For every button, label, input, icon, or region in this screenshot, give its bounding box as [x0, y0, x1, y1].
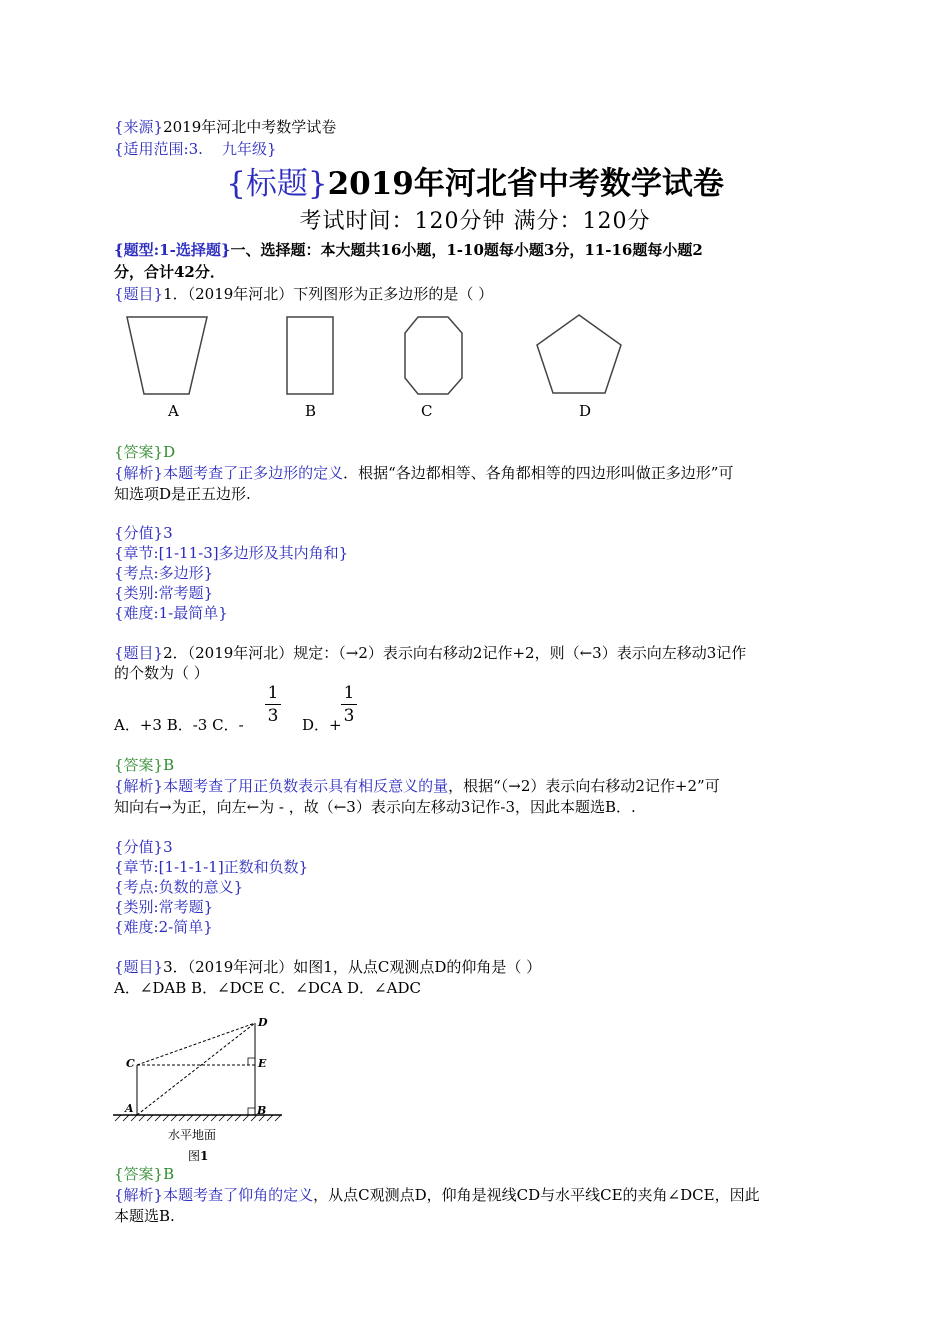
right-angle-b: [248, 1108, 255, 1115]
q2-analysis-line2: 知向右→为正，向左←为 - ，故（←3）表示向左移动3记作-3，因此本题选B．.: [114, 798, 636, 816]
figure-caption-prefix: 图: [188, 1149, 201, 1163]
page-title: [0, 164, 950, 204]
pentagon-shape: [537, 315, 621, 393]
q1-analysis-text: ．根据“各边都相等、各角都相等的四边形叫做正多边形”可: [343, 464, 734, 482]
trapezoid-shape: [127, 317, 207, 394]
q2-options: [114, 715, 244, 735]
q2-option-d: D．+: [302, 716, 342, 734]
q1-analysis-topic: 本题考查了正多边形的定义: [163, 464, 344, 482]
q2-difficulty: {难度:2-简单}: [114, 918, 213, 936]
title-text: 2019年河北省中考数学试卷: [327, 166, 724, 202]
q1-answer: [114, 442, 175, 462]
q3-stem: [114, 957, 541, 977]
section-heading: [114, 240, 703, 260]
q1-answer-tag: {答案}: [114, 443, 164, 461]
point-a-label: A: [125, 1102, 134, 1115]
q2-answer-tag: {答案}: [114, 756, 164, 774]
q2-analysis: [114, 776, 720, 796]
q3-analysis-text: ，从点C观测点D，仰角是视线CD与水平线CE的夹角∠DCE，因此: [313, 1186, 760, 1204]
line-ad: [137, 1023, 255, 1115]
q2-fraction-d-numerator: 1: [343, 683, 355, 703]
fraction-bar: [265, 704, 281, 705]
q2-fraction-c-numerator: 1: [267, 683, 279, 703]
title-tag: {标题}: [226, 166, 328, 202]
q2-analysis-topic: 本题考查了用正负数表示具有相反意义的量: [163, 777, 449, 795]
q2-point: {考点:负数的意义}: [114, 878, 244, 896]
option-a-label: A: [168, 402, 179, 420]
octagon-shape: [405, 317, 462, 394]
point-b-label: B: [257, 1104, 267, 1117]
q1-shapes-figure: [0, 300, 950, 430]
q2-stem: [114, 643, 746, 663]
scope-value: 九年级}: [222, 140, 277, 158]
option-c-label: C: [421, 402, 433, 420]
q1-category: {类别:常考题}: [114, 584, 214, 602]
q3-elevation-figure: [100, 1008, 300, 1168]
q2-fraction-c-denominator: 3: [267, 706, 279, 726]
q2-options-abc: A．+3 B．-3 C．-: [114, 716, 244, 734]
q2-analysis-text: ，根据“（→2）表示向右移动2记作+2”可: [448, 777, 720, 795]
q3-answer: [114, 1164, 174, 1184]
q3-text: 3．（2019年河北）如图1，从点C观测点D的仰角是（ ）: [163, 958, 542, 976]
scope-tag: {适用范围:3.: [114, 140, 203, 158]
section-line1: 一、选择题：本大题共16小题，1-10题每小题3分，11-16题每小题2: [230, 241, 703, 259]
source-tag: {来源}: [114, 118, 164, 136]
fraction-bar: [341, 704, 357, 705]
q2-fraction-d-denominator: 3: [343, 706, 355, 726]
rectangle-shape: [287, 317, 333, 394]
figure-caption-number: 1: [200, 1149, 209, 1163]
section-line2: 分，合计42分．: [114, 263, 225, 281]
source-text: 2019年河北中考数学试卷: [163, 118, 337, 136]
q1-analysis: [114, 463, 733, 483]
q2-fraction-d: [341, 683, 357, 726]
point-c-label: C: [126, 1057, 135, 1070]
q2-text: 2．（2019年河北）规定：（→2）表示向右移动2记作+2，则（←3）表示向左移动3记作: [163, 644, 747, 662]
q2-answer: [114, 755, 174, 775]
q3-answer-value: B: [163, 1165, 175, 1183]
q1-analysis-line2: 知选项D是正五边形.: [114, 485, 251, 503]
q1-answer-value: D: [163, 443, 176, 461]
q1-point: {考点:多边形}: [114, 564, 214, 582]
q1-score: {分值}3: [114, 524, 173, 542]
q2-category: {类别:常考题}: [114, 898, 214, 916]
option-d-label: D: [579, 402, 592, 420]
q1-difficulty: {难度:1-最简单}: [114, 604, 228, 622]
option-b-label: B: [305, 402, 317, 420]
figure-caption: [188, 1149, 208, 1163]
q3-analysis-line2: 本题选B.: [114, 1207, 175, 1225]
ground-label: 水平地面: [168, 1128, 217, 1142]
q3-analysis: [114, 1185, 760, 1205]
q3-answer-tag: {答案}: [114, 1165, 164, 1183]
q2-chapter: {章节:[1-1-1-1]正数和负数}: [114, 858, 309, 876]
q3-tag: {题目}: [114, 958, 164, 976]
q1-chapter: {章节:[1-11-3]多边形及其内角和}: [114, 544, 349, 562]
point-e-label: E: [258, 1057, 267, 1070]
scope-line: [114, 139, 277, 159]
point-d-label: D: [258, 1016, 268, 1029]
exam-subtitle: 考试时间：120分钟 满分：120分: [299, 209, 651, 234]
q2-score: {分值}3: [114, 838, 173, 856]
source-line: [114, 117, 336, 137]
q2-analysis-tag: {解析}: [114, 777, 164, 795]
q3-analysis-topic: 本题考查了仰角的定义: [163, 1186, 314, 1204]
q1-analysis-tag: {解析}: [114, 464, 164, 482]
q2-stem-line2: 的个数为（ ）: [114, 664, 209, 682]
section-tag: {题型:1-选择题}: [114, 241, 231, 259]
q3-options: A．∠DAB B．∠DCE C．∠DCA D．∠ADC: [114, 979, 421, 997]
q1-text: 1．（2019年河北）下列图形为正多边形的是（ ）: [163, 285, 494, 303]
q1-tag: {题目}: [114, 285, 164, 303]
q2-tag: {题目}: [114, 644, 164, 662]
line-cd: [137, 1023, 255, 1065]
q3-analysis-tag: {解析}: [114, 1186, 164, 1204]
q2-answer-value: B: [163, 756, 175, 774]
q2-fraction-c: [265, 683, 281, 726]
right-angle-e: [248, 1058, 255, 1065]
